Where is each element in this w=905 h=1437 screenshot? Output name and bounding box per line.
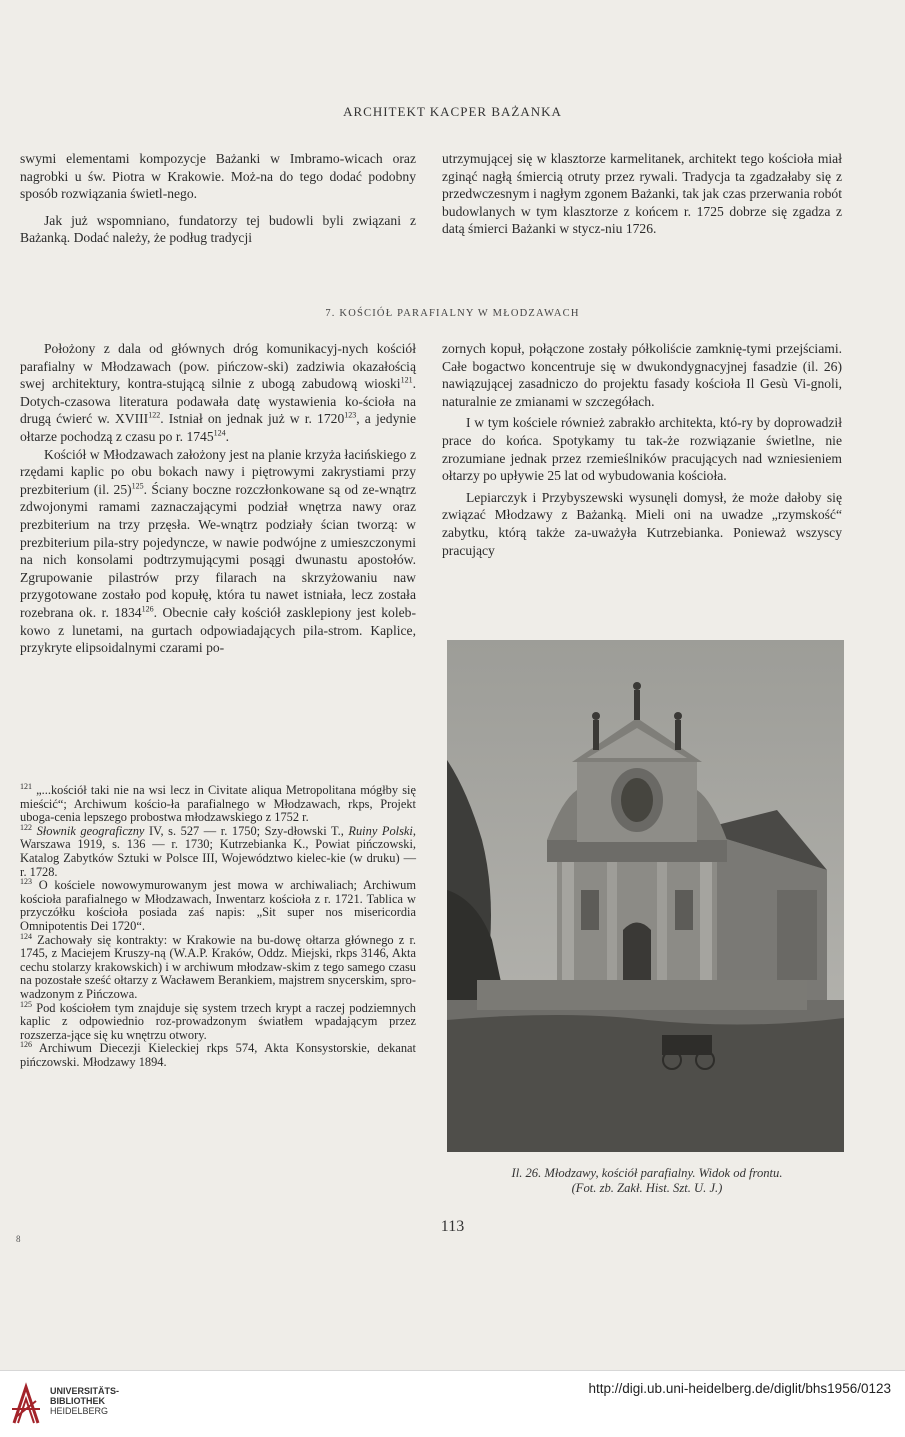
paragraph: swymi elementami kompozycje Bażanki w Imbramo-wicach oraz nagrobki u św. Piotra w Krakowie. Moż-na do tego dodać podobny sposób rozwiązania świetl-nego.	[20, 151, 416, 202]
footnote-number: 122	[20, 822, 32, 832]
caption-line: (Fot. zb. Zakł. Hist. Szt. U. J.)	[571, 1181, 723, 1195]
library-footer	[0, 1370, 905, 1437]
paragraph: Lepiarczyk i Przybyszewski wysunęli domysł, że może dałoby się związać Młodzawy z Bażanką. Mieli oni na uwadze „rzymskość“ zabytku, którą także za-uważyła Kutrzebianka. Ponieważ wszyscy pracujący	[442, 489, 842, 558]
text-run: Kościół w Młodzawach założony jest na planie krzyża łacińskiego z rzędami kaplic po obu bokach nawy i piętrowymi zakrystiami przy prezbiterium (il. 25)	[20, 446, 416, 497]
footnote-ref[interactable]: 122	[148, 410, 161, 420]
footnote	[20, 822, 416, 879]
footnote	[20, 879, 416, 933]
permalink-url[interactable]: http://digi.ub.uni-heidelberg.de/diglit/bhs1956/0123	[588, 1381, 891, 1396]
footnote-number: 123	[20, 877, 32, 887]
footnotes	[20, 781, 416, 1069]
text-run: . Istniał on jednak już w r. 1720	[160, 411, 345, 427]
footnote-number: 124	[20, 931, 32, 941]
paragraph: utrzymującej się w klasztorze karmelitanek, architekt tego kościoła miał zginąć nagłą śmiercią otruty przez rywali. Tradycja ta zgadzałaby się z przedwczesnym i nagłym zgonem Bażanki, tak jak czas przerwania robót budowlanych w tym klasztorze z końcem r. 1725 dobrze się zgadza z datą śmierci Bażanki w stycz-niu 1726.	[442, 151, 842, 237]
library-name-line: BIBLIOTHEK	[50, 1396, 105, 1406]
text-run: Położony z dala od głównych dróg komunikacyj-nych kościół parafialny w Młodzawach (pow. pińczow-ski) zadziwia okazałością swej architektury, kontra-stującą silnie z ubogą zabudową wioski	[20, 341, 416, 392]
footnote	[20, 1042, 416, 1069]
footnote	[20, 931, 416, 1002]
footnote-ref[interactable]: 121	[400, 375, 413, 385]
footnote-text: IV, s. 527 — r. 1750; Szy-dłowski T.,	[144, 823, 349, 838]
footnote	[20, 999, 416, 1043]
church-photograph	[447, 640, 844, 1152]
paragraph	[20, 340, 416, 446]
footnote-text: Pod kościołem tym znajduje się system trzech krypt a raczej podziemnych kaplic z odpowiednio roz-prowadzonym światłem wpadającym przez rozszerza-jące się ku wnętrzu otwory.	[20, 1000, 416, 1042]
figure-caption	[438, 1166, 856, 1196]
footnote-text: O kościele nowowymurowanym jest mowa w archiwaliach; Archiwum kościoła parafialnego w Młodzawach, Inwentarz kościoła z r. 1721. Tablica w przyczółku kościoła posiada zaś napis: „Sit super nos misericordia Omnipotentis Dei 1720“.	[20, 878, 416, 933]
ub-heidelberg-logo-icon[interactable]	[10, 1379, 42, 1427]
footnote-text: Zachowały się kontrakty: w Krakowie na bu-dowę ołtarza głównego z r. 1745, z Maciejem Kruszy-ną (W.A.P. Kraków, Oddz. Miejski, rkps 3146, Akta cechu stolarzy krakowskich) i w archiwum młodzaw-skim z tego samego czasu na pozostałe sześć ołtarzy z Wacławem Berankiem, majstrem snycerskim, spro-wadzonym z Pińczowa.	[20, 932, 416, 1001]
top-right-column	[442, 150, 842, 238]
text-run: . Dotych-czasowa literatura podawała datę wystawienia ko-ścioła na drugą ćwierć w. XVIII	[20, 376, 416, 427]
footnote-number: 125	[20, 999, 32, 1009]
text-run: . Obecnie cały kościół zasklepiony jest koleb-kowo z lunetami, na gurtach odpowiadających pila-strom. Kaplice, przykryte elipsoidalnymi czarami po-	[20, 604, 416, 656]
section-title: 7. KOŚCIÓŁ PARAFIALNY W MŁODZAWACH	[325, 308, 580, 319]
running-head: ARCHITEKT KACPER BAŻANKA	[343, 104, 562, 119]
footnote-text: Archiwum Diecezji Kieleckiej rkps 574, Akta Konsystorskie, dekanat pińczowski. Młodzawy 1894.	[20, 1041, 416, 1069]
paragraph: I w tym kościele również zabrakło architekta, któ-ry by doprowadził prace do końca. Spotykamy tu tak-że rozwiązanie świetlne, nie zrozumiane jednak przez rzemieślników pracujących nad wzniesieniem ołtarzy po upływie 25 lat od wybudowania kościoła.	[442, 415, 842, 484]
footnote-text: , Warszawa 1919, s. 136 — r. 1730; Kutrzebianka K., Powiat pińczowski, Katalog Zabytków Sztuki w Polsce III, Województwo kielec-kie (w druku) — r. 1728.	[20, 823, 416, 879]
library-name-line: HEIDELBERG	[50, 1406, 109, 1416]
left-column-body	[20, 340, 416, 657]
footnote-number: 126	[20, 1040, 32, 1050]
footnote-text: „...kościół taki nie na wsi lecz in Civitate aliqua Metropolitana mógłby się mieścić“; Archiwum kościo-ła parafialnego w Młodzawach, rkps, Projekt uboga-cenia lepszego probostwa młodzawskiego z 1752 r.	[20, 783, 416, 825]
library-name	[50, 1386, 119, 1416]
text-run: , a jedynie ołtarze pochodzą z czasu po r. 1745	[20, 411, 416, 444]
paragraph: zornych kopuł, połączone zostały półkoliście zamknię-tymi przejściami. Całe bogactwo koncentruje się w dwukondygnacyjnej fasadzie (il. 26) nawiązującej zasadniczo do projektu fasady kościoła Il Gesù Vi-gnoli, naturalnie ze zmianami w szczegółach.	[442, 341, 842, 409]
sheet-signature: 8	[16, 1234, 21, 1244]
page-number: 113	[440, 1218, 465, 1235]
paragraph: Jak już wspomniano, fundatorzy tej budowli byli związani z Bażanką. Dodać należy, że podług tradycji	[20, 212, 416, 246]
footnote-title: Ruiny Polski	[348, 823, 413, 838]
footnote-ref[interactable]: 124	[213, 428, 226, 438]
text-run: .	[225, 428, 230, 444]
footnote-number: 121	[20, 781, 32, 791]
top-left-column	[20, 150, 416, 247]
caption-line: Il. 26. Młodzawy, kościół parafialny. Widok od frontu.	[511, 1166, 783, 1180]
right-column-body	[442, 340, 842, 559]
footnote-ref[interactable]: 123	[344, 410, 357, 420]
library-name-line: UNIVERSITÄTS-	[50, 1386, 120, 1396]
footnote-ref[interactable]: 126	[141, 604, 154, 614]
text-run: . Ściany boczne rozczłonkowane są od ze-wnątrz zdwojonymi ramami zaznaczającymi podział wnętrza nawy oraz prezbiterium na trzy przęsła. We-wnątrz podziały ścian tworzą: w prezbiterium pila-stry pojedyncze, w nawie podwójne z umieszczonymi na nich konsolami podtrzymującymi posągi dwunastu apostołów. Zgrupowanie pilastrów przy filarach na skrzyżowaniu naw przygotowane zostało pod kopułę, która tu nawet istniała, lecz została rozebrana ok. r. 1834	[20, 481, 416, 620]
footnote-title: Słownik geograficzny	[36, 823, 145, 838]
footnote-ref[interactable]: 125	[131, 481, 144, 491]
church-facade-illustration	[447, 640, 844, 1152]
footnote	[20, 781, 416, 825]
paragraph	[20, 446, 416, 657]
